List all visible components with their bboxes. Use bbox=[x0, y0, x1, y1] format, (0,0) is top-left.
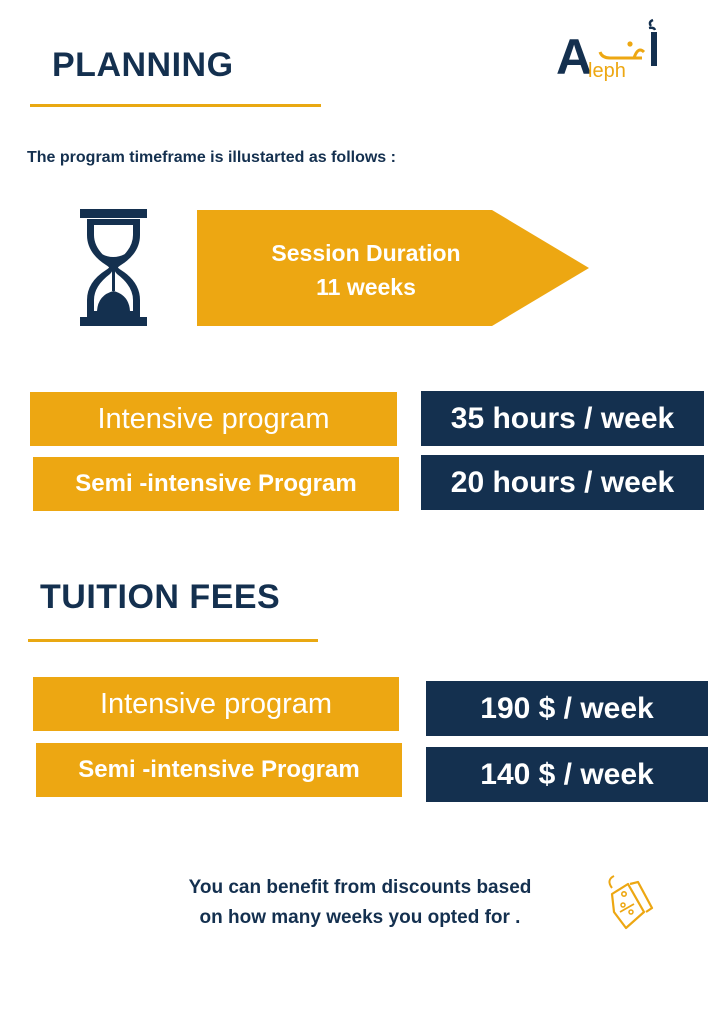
discount-note bbox=[140, 873, 580, 933]
planning-semi-intensive-label: Semi -intensive Program bbox=[33, 457, 399, 511]
fees-intensive-price: 190 $ / week bbox=[426, 681, 708, 736]
discount-tag-icon bbox=[604, 872, 656, 936]
tuition-fees-heading: TUITION FEES bbox=[40, 578, 281, 616]
discount-note-line-2: on how many weeks you opted for . bbox=[199, 907, 521, 928]
planning-heading: PLANNING bbox=[52, 46, 234, 84]
hourglass-icon bbox=[80, 209, 148, 327]
session-duration-label: Session Duration bbox=[271, 240, 461, 266]
discount-note-line-1: You can benefit from discounts based bbox=[188, 877, 532, 898]
aleph-logo bbox=[556, 18, 666, 88]
logo-text: leph bbox=[588, 60, 626, 82]
session-duration-value: 11 weeks bbox=[316, 274, 416, 300]
planning-heading-underline bbox=[30, 104, 321, 107]
fees-intensive-label: Intensive program bbox=[33, 677, 399, 731]
planning-intensive-hours: 35 hours / week bbox=[421, 391, 704, 446]
planning-intensive-label: Intensive program bbox=[30, 392, 397, 446]
program-timeframe-intro: The program timeframe is illustarted as follows : bbox=[27, 149, 396, 166]
logo-arabic-mark bbox=[596, 18, 666, 66]
fees-semi-intensive-price: 140 $ / week bbox=[426, 747, 708, 802]
fees-semi-intensive-label: Semi -intensive Program bbox=[36, 743, 402, 797]
logo-letter: A bbox=[556, 29, 593, 85]
tuition-fees-heading-underline bbox=[28, 639, 318, 642]
planning-semi-intensive-hours: 20 hours / week bbox=[421, 455, 704, 510]
